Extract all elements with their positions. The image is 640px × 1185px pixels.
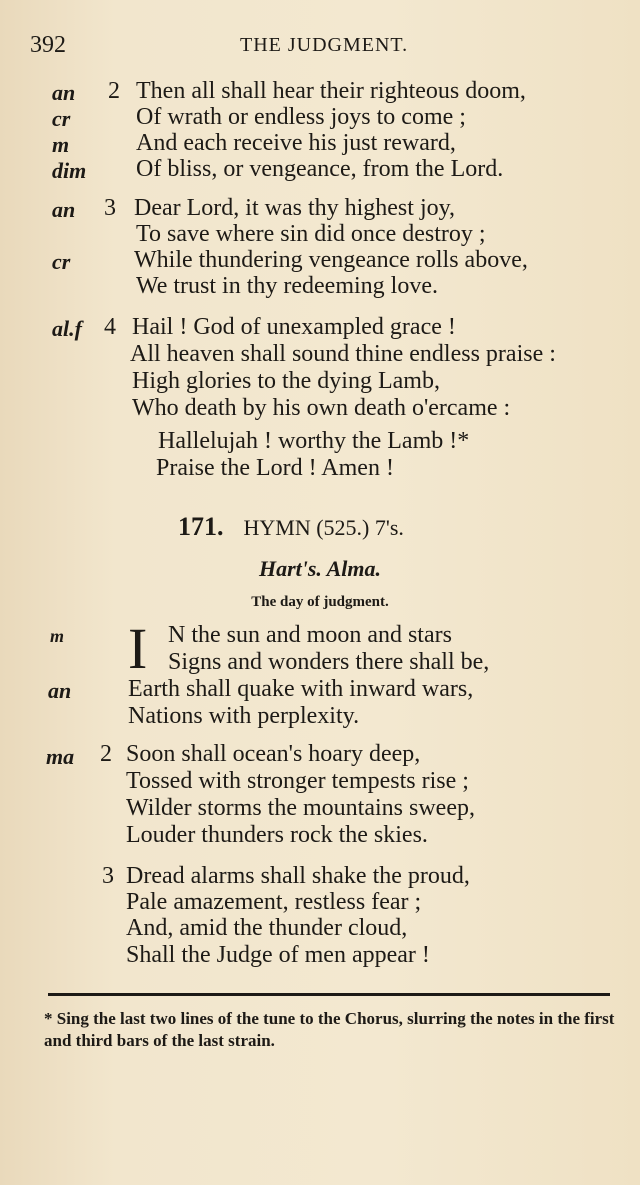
verse-line: Of wrath or endless joys to come ; <box>136 104 466 130</box>
chorus-line: Hallelujah ! worthy the Lamb !* <box>158 428 470 454</box>
dynamic-mark: dim <box>52 158 87 183</box>
verse-line: Signs and wonders there shall be, <box>168 649 490 675</box>
verse-number: 4 <box>104 314 116 340</box>
verse-line: Dread alarms shall shake the proud, <box>126 863 470 889</box>
footnote-divider <box>48 993 610 996</box>
dynamic-mark: al.f <box>52 316 82 341</box>
verse-number: 3 <box>104 195 116 221</box>
verse-line: To save where sin did once destroy ; <box>136 221 486 247</box>
hymn-subject: The day of judgment. <box>251 594 389 610</box>
verse-line: Nations with perplexity. <box>128 703 360 729</box>
verse-line: Then all shall hear their righteous doom, <box>136 78 526 104</box>
dynamic-mark: m <box>52 132 70 157</box>
page-header <box>30 32 620 66</box>
verse-line: And, amid the thunder cloud, <box>126 915 408 941</box>
verse-line: All heaven shall sound thine endless praise : <box>130 341 556 367</box>
verse-line: Soon shall ocean's hoary deep, <box>126 741 421 767</box>
footnote: * Sing the last two lines of the tune to the Chorus, slurring the notes in the first and third bars of the last strain. <box>44 1009 615 1050</box>
dynamic-mark: cr <box>52 249 71 274</box>
verse-line: Louder thunders rock the skies. <box>126 822 428 848</box>
verse-line: Hail ! God of unexampled grace ! <box>132 314 456 340</box>
drop-cap: I <box>128 616 148 681</box>
verse-line: N the sun and moon and stars <box>168 622 452 648</box>
verse-line: High glories to the dying Lamb, <box>132 368 440 394</box>
page-number: 392 <box>30 32 66 58</box>
hymn-heading <box>178 512 404 542</box>
hymn-title: HYMN (525.) 7's. <box>243 515 404 540</box>
running-title: THE JUDGMENT. <box>240 34 409 56</box>
chorus-line: Praise the Lord ! Amen ! <box>156 455 394 481</box>
verse-line: Of bliss, or vengeance, from the Lord. <box>136 156 504 182</box>
dynamic-mark: ma <box>46 744 75 769</box>
verse-number: 2 <box>108 78 120 104</box>
verse-number: 3 <box>102 863 114 889</box>
verse-line: And each receive his just reward, <box>136 130 456 156</box>
verse-line: Pale amazement, restless fear ; <box>126 889 422 915</box>
dynamic-mark: cr <box>52 106 71 131</box>
verse-line: Wilder storms the mountains sweep, <box>126 795 475 821</box>
hymn-number: 171. <box>178 512 224 541</box>
dynamic-mark: an <box>48 678 72 703</box>
verse-number: 2 <box>100 741 112 767</box>
verse-line: Shall the Judge of men appear ! <box>126 942 430 968</box>
verse-line: Who death by his own death o'ercame : <box>132 395 511 421</box>
verse-line: Dear Lord, it was thy highest joy, <box>134 195 456 221</box>
dynamic-mark: an <box>52 80 76 105</box>
dynamic-mark: an <box>52 197 76 222</box>
dynamic-mark: m <box>50 626 65 646</box>
tune-names: Hart's. Alma. <box>258 556 382 581</box>
verse-line: Earth shall quake with inward wars, <box>128 676 474 702</box>
verse-line: While thundering vengeance rolls above, <box>134 247 528 273</box>
verse-line: Tossed with stronger tempests rise ; <box>126 768 469 794</box>
verse-line: We trust in thy redeeming love. <box>136 273 438 299</box>
